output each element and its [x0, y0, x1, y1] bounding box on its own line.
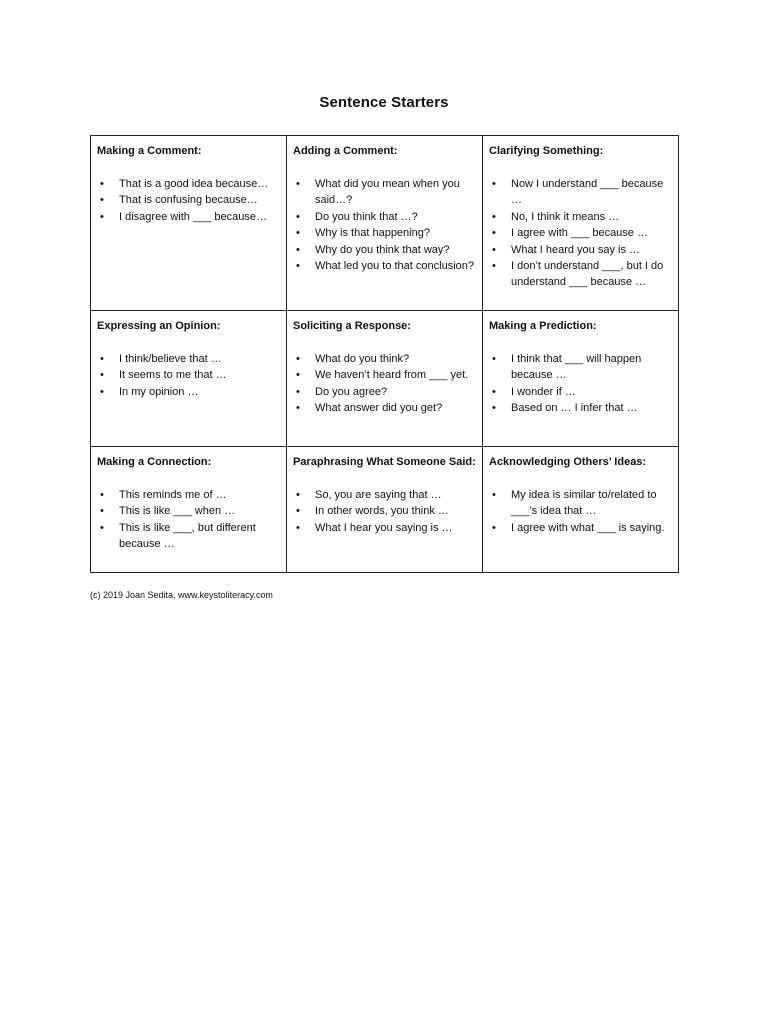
starter-item: • What led you to that conclusion? — [293, 258, 476, 274]
copyright-footer: (c) 2019 Joan Sedita, www.keystoliteracy.com — [90, 590, 273, 600]
category-cell — [287, 311, 483, 447]
starter-item: • Now I understand ___ because … — [489, 176, 672, 209]
table-row — [91, 311, 679, 447]
starter-item: • Why do you think that way? — [293, 242, 476, 258]
category-cell — [287, 136, 483, 311]
starter-item: • What I hear you saying is … — [293, 520, 476, 536]
category-cell — [483, 311, 679, 447]
starter-list — [293, 487, 476, 536]
category-heading: Acknowledging Others’ Ideas: — [489, 456, 647, 468]
starter-item: • In other words, you think … — [293, 503, 476, 519]
starter-item: • That is a good idea because… — [97, 176, 280, 192]
category-cell — [91, 311, 287, 447]
category-heading: Clarifying Something: — [489, 145, 604, 157]
starter-item: • Do you agree? — [293, 384, 476, 400]
category-heading: Making a Prediction: — [489, 320, 597, 332]
starter-item: • This is like ___ when … — [97, 503, 280, 519]
starter-item: • I think that ___ will happen because … — [489, 351, 672, 384]
starter-item: • Why is that happening? — [293, 225, 476, 241]
starter-item: • It seems to me that … — [97, 367, 280, 383]
starter-list — [489, 351, 672, 417]
starter-item: • What do you think? — [293, 351, 476, 367]
starter-item: • What did you mean when you said…? — [293, 176, 476, 209]
page-title: Sentence Starters — [319, 94, 449, 111]
category-heading: Making a Connection: — [97, 456, 212, 468]
starter-item: • In my opinion … — [97, 384, 280, 400]
starter-item: • My idea is similar to/related to ___’s idea that … — [489, 487, 672, 520]
category-cell — [287, 447, 483, 573]
category-heading: Paraphrasing What Someone Said: — [293, 456, 476, 468]
starter-item: • What answer did you get? — [293, 400, 476, 416]
starter-item: • I don’t understand ___, but I do understand ___ because … — [489, 258, 672, 291]
starter-list — [97, 351, 280, 400]
category-heading: Expressing an Opinion: — [97, 320, 221, 332]
starter-item: • I wonder if … — [489, 384, 672, 400]
category-heading: Making a Comment: — [97, 145, 202, 157]
starter-item: • I disagree with ___ because… — [97, 209, 280, 225]
starter-list — [489, 487, 672, 536]
starter-list — [489, 176, 672, 291]
starter-list — [97, 176, 280, 225]
starter-list — [97, 487, 280, 553]
table-row — [91, 136, 679, 311]
category-heading: Soliciting a Response: — [293, 320, 411, 332]
starter-item: • No, I think it means … — [489, 209, 672, 225]
starter-item: • I agree with what ___ is saying. — [489, 520, 672, 536]
sentence-starters-table — [90, 135, 679, 573]
starter-item: • This is like ___, but different because … — [97, 520, 280, 553]
starter-list — [293, 351, 476, 417]
category-heading: Adding a Comment: — [293, 145, 398, 157]
starter-item: • I think/believe that … — [97, 351, 280, 367]
starter-item: • That is confusing because… — [97, 192, 280, 208]
starter-item: • I agree with ___ because … — [489, 225, 672, 241]
starter-item: • This reminds me of … — [97, 487, 280, 503]
starter-item: • Do you think that …? — [293, 209, 476, 225]
starter-list — [293, 176, 476, 274]
category-cell — [91, 136, 287, 311]
category-cell — [483, 136, 679, 311]
starter-item: • So, you are saying that … — [293, 487, 476, 503]
table-row — [91, 447, 679, 573]
starter-item: • What I heard you say is … — [489, 242, 672, 258]
category-cell — [483, 447, 679, 573]
starter-item: • Based on … I infer that … — [489, 400, 672, 416]
category-cell — [91, 447, 287, 573]
starter-item: • We haven’t heard from ___ yet. — [293, 367, 476, 383]
